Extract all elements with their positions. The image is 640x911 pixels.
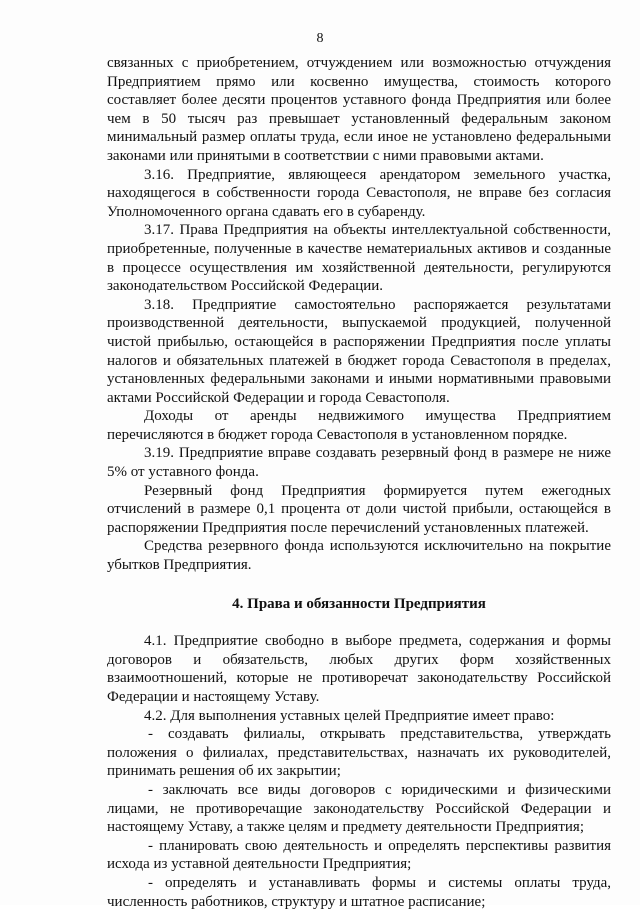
paragraph-4-2: 4.2. Для выполнения уставных целей Предприятие имеет право: <box>144 707 555 724</box>
paragraph-3-17: 3.17. Права Предприятия на объекты интеллектуальной собственности, приобретенные, полученные в качестве нематериальных активов и созданные в процессе осуществления им хозяйственной деятельности, регулируются законодательством Российской Федерации. <box>107 222 611 295</box>
document-body <box>107 54 611 911</box>
paragraph-rental-income: Доходы от аренды недвижимого имущества Предприятием перечисляются в бюджет города Севастополя в установленном порядке. <box>107 408 611 443</box>
list-item-wages: - определять и устанавливать формы и системы оплаты труда, численность работников, структуру и штатное расписание; <box>107 874 611 910</box>
paragraph-3-19: 3.19. Предприятие вправе создавать резервный фонд в размере не ниже 5% от уставного фонда. <box>107 445 611 481</box>
list-item-contracts: - заключать все виды договоров с юридическими и физическими лицами, не противоречащие законодательству Российской Федерации и настоящему Уставу, а также целям и предмету деятельности Предприятия; <box>107 781 611 836</box>
list-item-branches: - создавать филиалы, открывать представительства, утверждать положения о филиалах, представительствах, назначать их руководителей, принимать решения об их закрытии; <box>107 726 611 780</box>
paragraph-3-18: 3.18. Предприятие самостоятельно распоряжается результатами производственной деятельности, выпускаемой продукцией, полученной чистой прибылью, остающейся в распоряжении Предприятия после уплаты налогов и обязательных платежей в бюджет города Севастополя в пределах, установленных федеральными законами и иными нормативными правовыми актами Российской Федерации и города Севастополя. <box>107 296 611 406</box>
paragraph-reserve-fund-formation: Резервный фонд Предприятия формируется путем ежегодных отчислений в размере 0,1 процента от доли чистой прибыли, остающейся в распоряжении Предприятия после перечислений установленных платежей. <box>107 482 611 536</box>
paragraph-3-16: 3.16. Предприятие, являющееся арендатором земельного участка, находящегося в собственности города Севастополя, не вправе без согласия Уполномоченного органа сдавать его в субаренду. <box>107 166 611 220</box>
paragraph-reserve-fund-use: Средства резервного фонда используются исключительно на покрытие убытков Предприятия. <box>107 538 611 574</box>
list-item-planning: - планировать свою деятельность и определять перспективы развития исхода из уставной деятельности Предприятия; <box>107 837 611 873</box>
section-heading: 4. Права и обязанности Предприятия <box>232 595 486 612</box>
paragraph-continuation: связанных с приобретением, отчуждением или возможностью отчуждения Предприятием прямо или косвенно имущества, стоимость которого составляет более десяти процентов уставного фонда Предприятия или более чем в 50 тысяч раз превышает установленный федеральным законом минимальный размер оплаты труда, если иное не установлено федеральными законами или принятыми в соответствии с ними правовыми актами. <box>107 55 611 164</box>
page-number: 8 <box>316 31 324 46</box>
paragraph-4-1: 4.1. Предприятие свободно в выборе предмета, содержания и формы договоров и обязательств, любых других форм хозяйственных взаимоотношений, которые не противоречат законодательству Российской Федерации и настоящему Уставу. <box>107 633 611 705</box>
